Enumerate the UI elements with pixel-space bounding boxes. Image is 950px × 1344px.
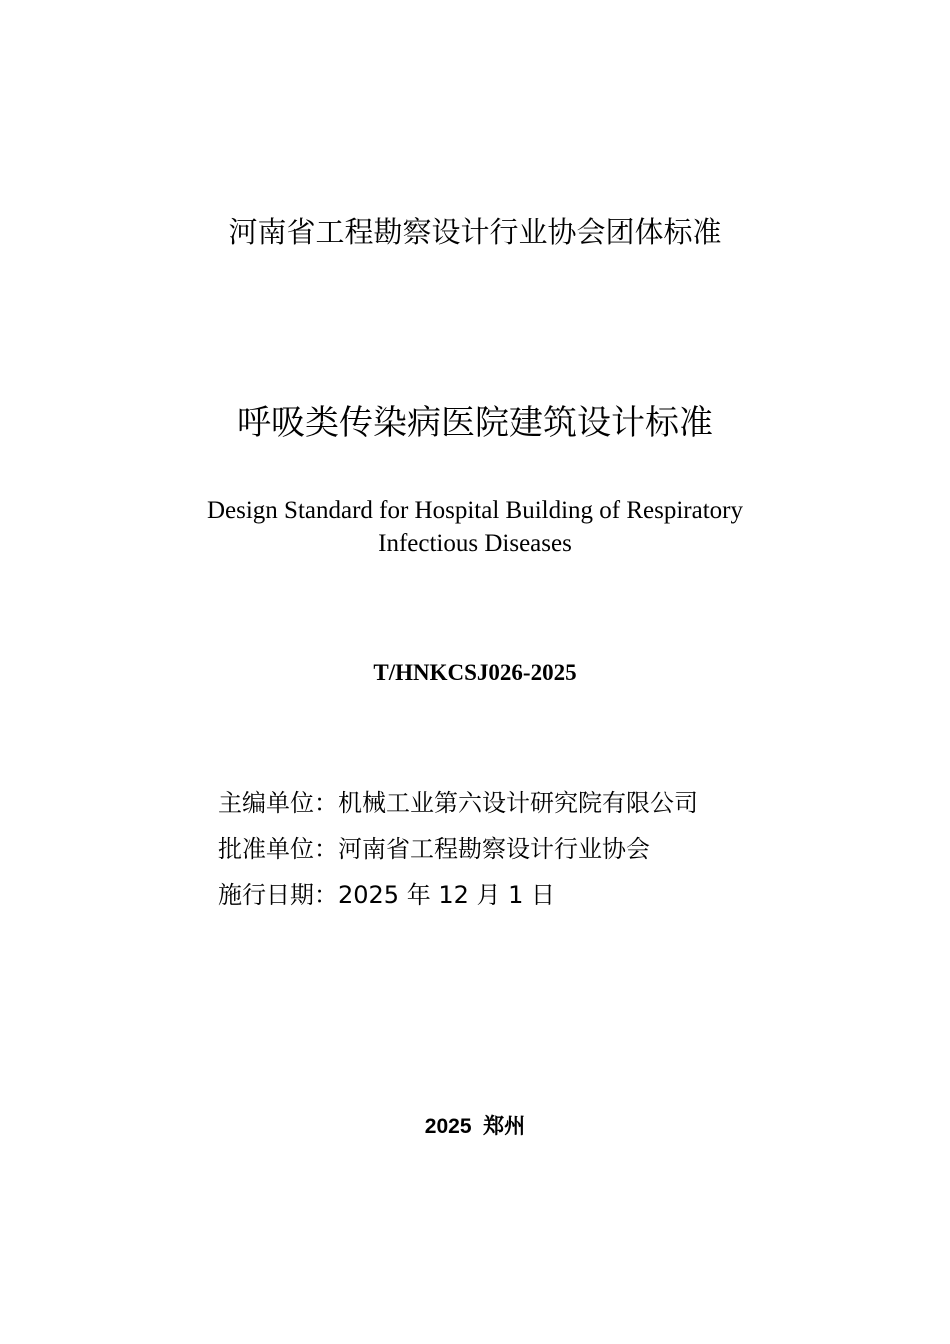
editor-info-row xyxy=(218,783,698,818)
editor-label: 主编单位： xyxy=(218,789,338,817)
editor-value: 机械工业第六设计研究院有限公司 xyxy=(338,789,698,817)
english-title xyxy=(0,494,950,560)
footer-year-place: 2025 郑州 xyxy=(424,1115,526,1138)
english-title-line-2: Infectious Diseases xyxy=(378,530,572,557)
english-title-line-1: Design Standard for Hospital Building of Respiratory xyxy=(206,497,744,524)
standard-code: T/HNKCSJ026-2025 xyxy=(373,660,577,685)
approver-label: 批准单位： xyxy=(218,835,338,863)
series-title: 河南省工程勘察设计行业协会团体标准 xyxy=(228,215,722,249)
date-info-row xyxy=(218,875,555,910)
date-value: 2025 年 12 月 1 日 xyxy=(338,881,556,909)
approver-info-row xyxy=(218,829,650,864)
approver-value: 河南省工程勘察设计行业协会 xyxy=(338,835,650,863)
main-title: 呼吸类传染病医院建筑设计标准 xyxy=(237,403,713,443)
date-label: 施行日期： xyxy=(218,881,338,909)
